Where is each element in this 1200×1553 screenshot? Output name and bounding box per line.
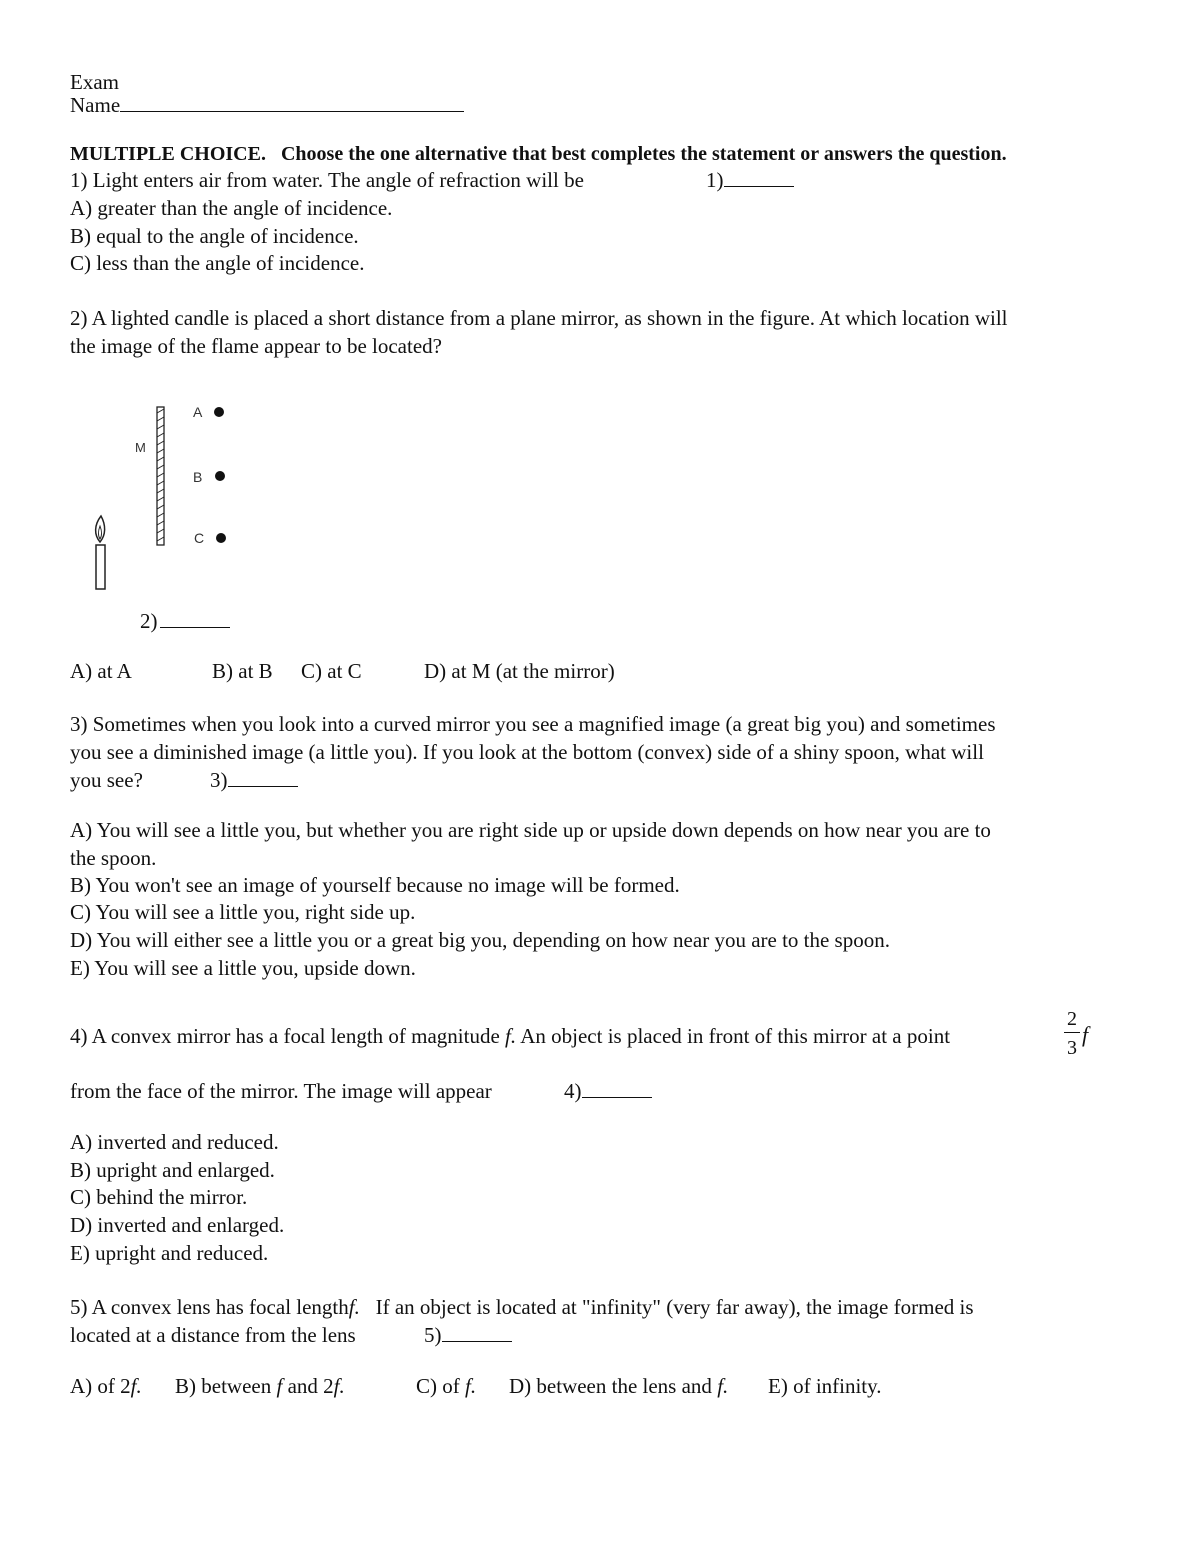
q4-option-b: B) upright and enlarged. — [70, 1158, 275, 1182]
q1-answer-label: 1) — [706, 168, 724, 192]
name-blank[interactable] — [120, 93, 464, 112]
q4-text-a: 4) A convex mirror has a focal length of magnitude — [70, 1024, 500, 1048]
q5-text-line1 — [70, 1293, 974, 1321]
q1-option-a: A) greater than the angle of incidence. — [70, 196, 393, 220]
q5-answer-label: 5) — [424, 1323, 442, 1347]
q4-frac-den: 3 — [1067, 1037, 1077, 1059]
q4-answer — [564, 1077, 652, 1105]
q5-text-line2: located at a distance from the lens — [70, 1323, 356, 1347]
q4-option-e: E) upright and reduced. — [70, 1241, 269, 1265]
q5-option-d — [509, 1372, 728, 1400]
q4-option-d: D) inverted and enlarged. — [70, 1213, 285, 1237]
q2-answer-label: 2) — [140, 609, 158, 633]
q3-text-line1: 3) Sometimes when you look into a curved mirror you see a magnified image (a great big you) and sometimes — [70, 712, 996, 736]
q1-answer-blank[interactable] — [724, 168, 794, 187]
point-c-dot — [216, 533, 226, 543]
q5-option-b-var: f — [276, 1374, 283, 1398]
q2-option-b: B) at B — [212, 659, 273, 683]
q4-text-line2: from the face of the mirror. The image will appear — [70, 1079, 492, 1103]
point-b-label: B — [193, 469, 203, 485]
plane-mirror — [157, 407, 164, 545]
q3-answer — [210, 766, 298, 794]
q5-option-d-text: D) between the lens and — [509, 1374, 718, 1398]
q5-answer-blank[interactable] — [442, 1323, 512, 1342]
q2-option-a: A) at A — [70, 659, 132, 683]
q5-option-b-var2: f. — [333, 1374, 345, 1398]
q4-frac-bar — [1064, 1032, 1080, 1033]
q3-option-c: C) You will see a little you, right side up. — [70, 900, 416, 924]
section-instructions: Choose the one alternative that best completes the statement or answers the question. — [280, 143, 1007, 165]
section-title: MULTIPLE CHOICE. — [70, 143, 266, 165]
q1-answer — [706, 166, 794, 194]
q5-option-e — [768, 1372, 882, 1400]
q4-answer-blank[interactable] — [582, 1079, 652, 1098]
q3-answer-label: 3) — [210, 768, 228, 792]
name-label: Name — [70, 93, 121, 117]
q4-frac-var: f — [1082, 1022, 1089, 1047]
q5-var-f: f. — [348, 1295, 360, 1319]
q5-text-a: 5) A convex lens has focal length — [70, 1295, 349, 1319]
q2-option-d: D) at M (at the mirror) — [424, 659, 615, 683]
candle-icon — [96, 516, 105, 589]
q3-text-line3: you see? — [70, 768, 143, 792]
mirror-label: M — [135, 440, 146, 455]
name-field — [70, 91, 464, 119]
q5-option-c-var: f. — [465, 1374, 477, 1398]
q5-option-a-var: f. — [130, 1374, 142, 1398]
q5-option-a-text: A) of 2 — [70, 1374, 131, 1398]
q2-option-c: C) at C — [301, 659, 362, 683]
q5-option-e-text: E) of infinity. — [768, 1374, 882, 1398]
q3-option-d: D) You will either see a little you or a great big you, depending on how near you are to the spoon. — [70, 928, 890, 952]
q3-answer-blank[interactable] — [228, 768, 298, 787]
q4-option-a: A) inverted and reduced. — [70, 1130, 279, 1154]
q5-option-b-mid: and 2 — [282, 1374, 334, 1398]
q4-var-f: f. — [505, 1024, 517, 1048]
exam-label: Exam — [70, 70, 119, 94]
q4-frac-num: 2 — [1067, 1008, 1077, 1030]
q4-answer-label: 4) — [564, 1079, 582, 1103]
section-heading — [70, 140, 1007, 168]
q5-option-c — [416, 1372, 476, 1400]
q2-text-line2: the image of the flame appear to be located? — [70, 334, 442, 358]
q2-text-line1: 2) A lighted candle is placed a short distance from a plane mirror, as shown in the figure. At which location will — [70, 306, 1008, 330]
q5-option-b-text: B) between — [175, 1374, 277, 1398]
q1-option-b: B) equal to the angle of incidence. — [70, 224, 359, 248]
point-a-dot — [214, 407, 224, 417]
q5-option-d-var: f. — [717, 1374, 729, 1398]
q5-text-b: If an object is located at "infinity" (very far away), the image formed is — [375, 1295, 974, 1319]
q3-option-b: B) You won't see an image of yourself because no image will be formed. — [70, 873, 680, 897]
q5-answer — [424, 1321, 512, 1349]
q5-option-b — [175, 1372, 345, 1400]
point-a-label: A — [193, 404, 203, 420]
q5-option-a — [70, 1372, 142, 1400]
q3-option-a: A) You will see a little you, but whether you are right side up or upside down depends on how near you are to — [70, 818, 991, 842]
mirror-candle-figure — [80, 395, 250, 600]
q1-option-c: C) less than the angle of incidence. — [70, 251, 365, 275]
q1-text: 1) Light enters air from water. The angle of refraction will be — [70, 168, 584, 192]
q3-text-line2: you see a diminished image (a little you). If you look at the bottom (convex) side of a shiny spoon, what will — [70, 740, 984, 764]
point-b-dot — [215, 471, 225, 481]
q5-option-c-text: C) of — [416, 1374, 465, 1398]
q3-option-a-cont: the spoon. — [70, 846, 157, 870]
point-c-label: C — [194, 530, 205, 546]
q4-text-line1 — [70, 1022, 950, 1050]
q2-answer-blank[interactable] — [160, 609, 230, 628]
q3-option-e: E) You will see a little you, upside down. — [70, 956, 416, 980]
q4-text-b: An object is placed in front of this mirror at a point — [520, 1024, 951, 1048]
q4-option-c: C) behind the mirror. — [70, 1185, 248, 1209]
q2-answer — [140, 607, 230, 635]
